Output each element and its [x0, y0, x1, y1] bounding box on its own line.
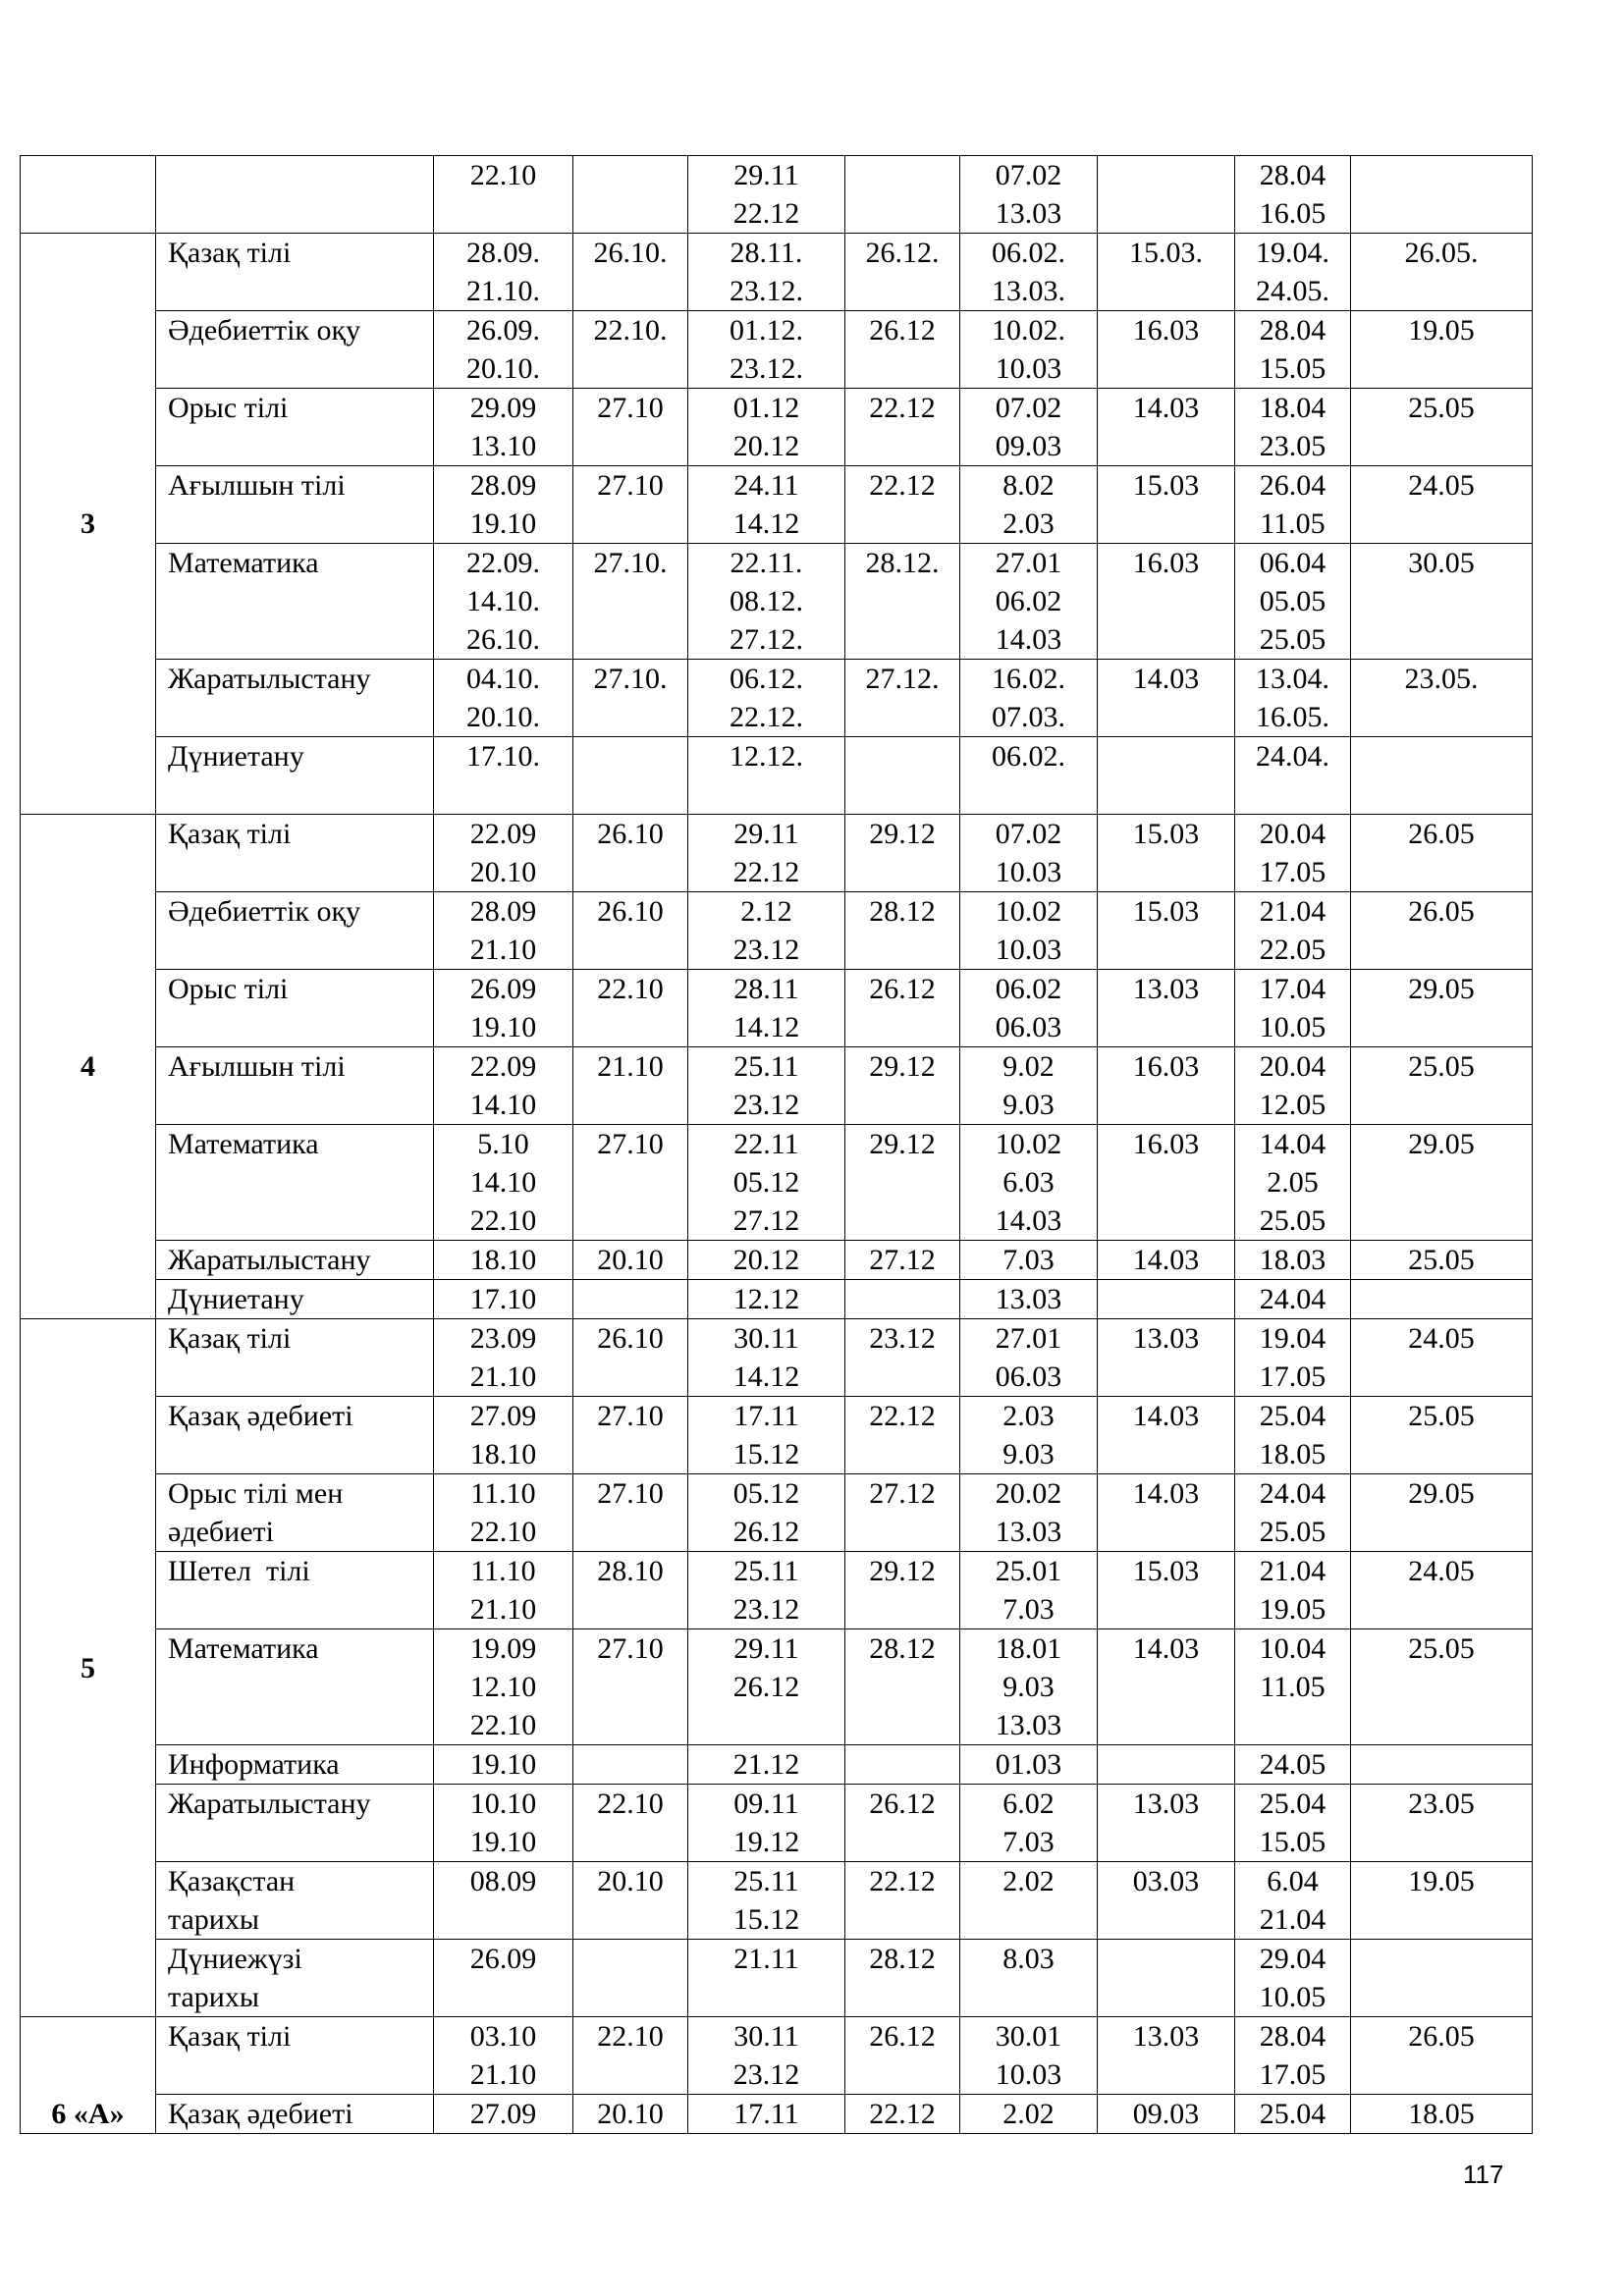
date-cell: 26.05 [1351, 815, 1533, 892]
date-cell: 06.02. [960, 737, 1098, 815]
date-cell: 28.11. 23.12. [688, 234, 845, 311]
date-cell: 27.10 [573, 1397, 688, 1474]
date-cell: 10.10 19.10 [434, 1785, 573, 1862]
date-cell: 07.02 13.03 [960, 156, 1098, 234]
date-cell: 27.01 06.02 14.03 [960, 544, 1098, 660]
date-cell [845, 1745, 960, 1785]
subject-cell: Орыс тілі [156, 970, 434, 1047]
date-cell: 06.04 05.05 25.05 [1235, 544, 1351, 660]
date-cell: 24.04 [1235, 1280, 1351, 1319]
date-cell: 27.10 [573, 1125, 688, 1241]
date-cell: 17.10 [434, 1280, 573, 1319]
date-cell [845, 737, 960, 815]
date-cell: 18.10 [434, 1241, 573, 1280]
date-cell: 29.12 [845, 1125, 960, 1241]
date-cell: 01.12. 23.12. [688, 311, 845, 389]
date-cell: 15.03 [1098, 815, 1235, 892]
date-cell: 04.10. 20.10. [434, 660, 573, 737]
date-cell: 07.02 09.03 [960, 389, 1098, 466]
date-cell: 22.10 [573, 2017, 688, 2095]
date-cell [1351, 156, 1533, 234]
date-cell: 22.09 20.10 [434, 815, 573, 892]
date-cell: 13.03 [960, 1280, 1098, 1319]
table-row [21, 1397, 1533, 1474]
date-cell: 21.10 [573, 1047, 688, 1125]
date-cell: 14.03 [1098, 660, 1235, 737]
date-cell: 25.04 18.05 [1235, 1397, 1351, 1474]
date-cell: 08.09 [434, 1862, 573, 1940]
table-row [21, 1629, 1533, 1745]
date-cell: 22.09. 14.10. 26.10. [434, 544, 573, 660]
date-cell: 27.10 [573, 1474, 688, 1552]
date-cell: 29.11 22.12 [688, 815, 845, 892]
table-row [21, 389, 1533, 466]
date-cell: 06.02. 13.03. [960, 234, 1098, 311]
date-cell: 29.12 [845, 1047, 960, 1125]
date-cell [573, 737, 688, 815]
date-cell: 20.04 12.05 [1235, 1047, 1351, 1125]
date-cell: 26.05. [1351, 234, 1533, 311]
date-cell: 01.03 [960, 1745, 1098, 1785]
date-cell: 27.12 [845, 1474, 960, 1552]
date-cell: 28.04 16.05 [1235, 156, 1351, 234]
date-cell: 05.12 26.12 [688, 1474, 845, 1552]
date-cell: 25.04 [1235, 2095, 1351, 2134]
date-cell: 14.03 [1098, 1397, 1235, 1474]
subject-cell: Ағылшын тілі [156, 466, 434, 544]
date-cell: 27.10 [573, 1629, 688, 1745]
date-cell [573, 156, 688, 234]
date-cell: 14.03 [1098, 1629, 1235, 1745]
date-cell: 30.01 10.03 [960, 2017, 1098, 2095]
date-cell: 29.05 [1351, 1474, 1533, 1552]
date-cell: 25.05 [1351, 1241, 1533, 1280]
subject-cell: Шетел тілі [156, 1552, 434, 1629]
table-row [21, 1785, 1533, 1862]
date-cell: 09.11 19.12 [688, 1785, 845, 1862]
subject-cell: Қазақстан тарихы [156, 1862, 434, 1940]
date-cell [845, 1280, 960, 1319]
date-cell: 25.11 15.12 [688, 1862, 845, 1940]
date-cell: 27.09 [434, 2095, 573, 2134]
date-cell: 27.10 [573, 389, 688, 466]
date-cell [1351, 1745, 1533, 1785]
date-cell: 26.04 11.05 [1235, 466, 1351, 544]
date-cell: 20.02 13.03 [960, 1474, 1098, 1552]
date-cell: 27.12. [845, 660, 960, 737]
date-cell: 15.03. [1098, 234, 1235, 311]
date-cell: 06.02 06.03 [960, 970, 1098, 1047]
date-cell: 22.09 14.10 [434, 1047, 573, 1125]
table-row [21, 1862, 1533, 1940]
date-cell: 23.09 21.10 [434, 1319, 573, 1397]
date-cell: 22.12 [845, 1397, 960, 1474]
date-cell: 06.12. 22.12. [688, 660, 845, 737]
date-cell: 26.09. 20.10. [434, 311, 573, 389]
grade-cell: 5 [21, 1319, 156, 2017]
date-cell: 13.03 [1098, 970, 1235, 1047]
page-number: 117 [1463, 2160, 1504, 2189]
subject-cell: Математика [156, 1125, 434, 1241]
date-cell: 12.12 [688, 1280, 845, 1319]
date-cell: 21.04 22.05 [1235, 892, 1351, 970]
date-cell: 07.02 10.03 [960, 815, 1098, 892]
date-cell: 13.03 [1098, 1785, 1235, 1862]
date-cell: 22.12 [845, 1862, 960, 1940]
date-cell [1098, 156, 1235, 234]
date-cell: 22.10 [573, 1785, 688, 1862]
subject-cell: Математика [156, 1629, 434, 1745]
date-cell: 8.02 2.03 [960, 466, 1098, 544]
date-cell: 28.09 21.10 [434, 892, 573, 970]
table-row [21, 1552, 1533, 1629]
date-cell: 19.10 [434, 1745, 573, 1785]
date-cell: 19.04 17.05 [1235, 1319, 1351, 1397]
date-cell: 20.10 [573, 1862, 688, 1940]
date-cell: 21.04 19.05 [1235, 1552, 1351, 1629]
date-cell: 03.03 [1098, 1862, 1235, 1940]
date-cell: 26.09 19.10 [434, 970, 573, 1047]
date-cell: 20.12 [688, 1241, 845, 1280]
subject-cell: Ағылшын тілі [156, 1047, 434, 1125]
date-cell: 2.02 [960, 1862, 1098, 1940]
subject-cell: Қазақ тілі [156, 1319, 434, 1397]
date-cell: 27.01 06.03 [960, 1319, 1098, 1397]
table-row [21, 815, 1533, 892]
subject-cell: Қазақ тілі [156, 234, 434, 311]
date-cell: 26.10 [573, 815, 688, 892]
date-cell: 29.11 26.12 [688, 1629, 845, 1745]
date-cell: 25.05 [1351, 1629, 1533, 1745]
date-cell: 28.10 [573, 1552, 688, 1629]
date-cell: 25.05 [1351, 1047, 1533, 1125]
date-cell: 21.11 [688, 1940, 845, 2017]
date-cell: 10.02 10.03 [960, 892, 1098, 970]
subject-cell: Информатика [156, 1745, 434, 1785]
table-row [21, 1047, 1533, 1125]
date-cell: 23.05 [1351, 1785, 1533, 1862]
date-cell: 26.10. [573, 234, 688, 311]
date-cell: 11.10 21.10 [434, 1552, 573, 1629]
date-cell: 26.10 [573, 1319, 688, 1397]
date-cell: 25.11 23.12 [688, 1047, 845, 1125]
grade-cell: 6 «А» [21, 2017, 156, 2134]
date-cell: 18.05 [1351, 2095, 1533, 2134]
date-cell: 15.03 [1098, 1552, 1235, 1629]
table-row [21, 1241, 1533, 1280]
subject-cell: Дүниетану [156, 737, 434, 815]
date-cell: 28.04 17.05 [1235, 2017, 1351, 2095]
date-cell: 2.02 [960, 2095, 1098, 2134]
subject-cell [156, 156, 434, 234]
date-cell: 26.12 [845, 2017, 960, 2095]
date-cell: 27.10. [573, 544, 688, 660]
date-cell: 8.03 [960, 1940, 1098, 2017]
date-cell: 25.01 7.03 [960, 1552, 1098, 1629]
date-cell: 13.04. 16.05. [1235, 660, 1351, 737]
grade-cell [21, 156, 156, 234]
date-cell: 17.11 [688, 2095, 845, 2134]
subject-cell: Дүниетану [156, 1280, 434, 1319]
subject-cell: Орыс тілі [156, 389, 434, 466]
date-cell: 29.04 10.05 [1235, 1940, 1351, 2017]
subject-cell: Қазақ әдебиеті [156, 1397, 434, 1474]
date-cell [1098, 1280, 1235, 1319]
date-cell: 29.09 13.10 [434, 389, 573, 466]
date-cell: 17.10. [434, 737, 573, 815]
date-cell: 24.04 25.05 [1235, 1474, 1351, 1552]
table-row [21, 970, 1533, 1047]
date-cell: 14.03 [1098, 1474, 1235, 1552]
date-cell: 10.02. 10.03 [960, 311, 1098, 389]
date-cell: 22.10 [573, 970, 688, 1047]
table-row [21, 737, 1533, 815]
date-cell: 28.04 15.05 [1235, 311, 1351, 389]
date-cell: 10.04 11.05 [1235, 1629, 1351, 1745]
date-cell: 12.12. [688, 737, 845, 815]
date-cell: 20.10 [573, 2095, 688, 2134]
date-cell [573, 1280, 688, 1319]
subject-cell: Жаратылыстану [156, 660, 434, 737]
date-cell: 24.05 [1351, 1319, 1533, 1397]
subject-cell: Дүниежүзі тарихы [156, 1940, 434, 2017]
date-cell [1351, 737, 1533, 815]
date-cell: 24.05 [1351, 466, 1533, 544]
table-row [21, 2017, 1533, 2095]
date-cell [1098, 1940, 1235, 2017]
date-cell: 30.11 23.12 [688, 2017, 845, 2095]
date-cell: 28.09. 21.10. [434, 234, 573, 311]
grade-cell: 4 [21, 815, 156, 1319]
date-cell [1098, 1745, 1235, 1785]
date-cell: 5.10 14.10 22.10 [434, 1125, 573, 1241]
date-cell: 26.12 [845, 970, 960, 1047]
date-cell: 19.04. 24.05. [1235, 234, 1351, 311]
subject-cell: Жаратылыстану [156, 1241, 434, 1280]
table-row [21, 2095, 1533, 2134]
date-cell: 25.04 15.05 [1235, 1785, 1351, 1862]
date-cell: 14.04 2.05 25.05 [1235, 1125, 1351, 1241]
date-cell: 26.05 [1351, 892, 1533, 970]
date-cell: 15.03 [1098, 892, 1235, 970]
date-cell: 25.05 [1351, 389, 1533, 466]
date-cell: 23.12 [845, 1319, 960, 1397]
date-cell: 26.12 [845, 1785, 960, 1862]
schedule-table [20, 155, 1533, 2134]
date-cell: 16.03 [1098, 544, 1235, 660]
date-cell: 19.05 [1351, 1862, 1533, 1940]
date-cell: 16.03 [1098, 1125, 1235, 1241]
date-cell: 22.11. 08.12. 27.12. [688, 544, 845, 660]
date-cell [1351, 1280, 1533, 1319]
date-cell: 19.09 12.10 22.10 [434, 1629, 573, 1745]
date-cell: 25.05 [1351, 1397, 1533, 1474]
date-cell: 18.03 [1235, 1241, 1351, 1280]
date-cell: 24.11 14.12 [688, 466, 845, 544]
date-cell: 16.03 [1098, 1047, 1235, 1125]
date-cell: 22.12 [845, 466, 960, 544]
date-cell: 28.12. [845, 544, 960, 660]
subject-cell: Қазақ әдебиеті [156, 2095, 434, 2134]
date-cell: 25.11 23.12 [688, 1552, 845, 1629]
date-cell: 26.05 [1351, 2017, 1533, 2095]
date-cell: 27.12 [845, 1241, 960, 1280]
date-cell: 22.12 [845, 2095, 960, 2134]
date-cell: 13.03 [1098, 1319, 1235, 1397]
date-cell: 2.12 23.12 [688, 892, 845, 970]
table-row [21, 660, 1533, 737]
subject-cell: Әдебиеттік оқу [156, 892, 434, 970]
date-cell: 22.12 [845, 389, 960, 466]
date-cell: 29.11 22.12 [688, 156, 845, 234]
date-cell: 15.03 [1098, 466, 1235, 544]
date-cell: 19.05 [1351, 311, 1533, 389]
date-cell: 28.12 [845, 892, 960, 970]
date-cell: 14.03 [1098, 389, 1235, 466]
date-cell: 6.02 7.03 [960, 1785, 1098, 1862]
date-cell: 29.05 [1351, 970, 1533, 1047]
table-row [21, 466, 1533, 544]
date-cell: 27.09 18.10 [434, 1397, 573, 1474]
date-cell: 03.10 21.10 [434, 2017, 573, 2095]
table-row [21, 1125, 1533, 1241]
date-cell: 26.12. [845, 234, 960, 311]
date-cell: 6.04 21.04 [1235, 1862, 1351, 1940]
date-cell [1351, 1940, 1533, 2017]
date-cell: 17.04 10.05 [1235, 970, 1351, 1047]
date-cell: 24.05 [1235, 1745, 1351, 1785]
date-cell: 11.10 22.10 [434, 1474, 573, 1552]
date-cell: 16.03 [1098, 311, 1235, 389]
table-row [21, 892, 1533, 970]
table-row [21, 1280, 1533, 1319]
date-cell [573, 1745, 688, 1785]
subject-cell: Қазақ тілі [156, 815, 434, 892]
date-cell [1098, 737, 1235, 815]
date-cell: 30.05 [1351, 544, 1533, 660]
date-cell: 28.12 [845, 1629, 960, 1745]
date-cell: 20.04 17.05 [1235, 815, 1351, 892]
date-cell: 10.02 6.03 14.03 [960, 1125, 1098, 1241]
table-body [21, 156, 1533, 2134]
date-cell: 20.10 [573, 1241, 688, 1280]
date-cell: 29.05 [1351, 1125, 1533, 1241]
date-cell: 28.11 14.12 [688, 970, 845, 1047]
date-cell: 29.12 [845, 815, 960, 892]
table-row [21, 1319, 1533, 1397]
date-cell: 09.03 [1098, 2095, 1235, 2134]
date-cell: 18.01 9.03 13.03 [960, 1629, 1098, 1745]
date-cell: 22.10 [434, 156, 573, 234]
subject-cell: Орыс тілі мен әдебиеті [156, 1474, 434, 1552]
date-cell: 30.11 14.12 [688, 1319, 845, 1397]
date-cell [845, 156, 960, 234]
date-cell: 24.05 [1351, 1552, 1533, 1629]
date-cell: 7.03 [960, 1241, 1098, 1280]
table-row [21, 234, 1533, 311]
subject-cell: Математика [156, 544, 434, 660]
grade-cell: 3 [21, 234, 156, 815]
date-cell: 13.03 [1098, 2017, 1235, 2095]
date-cell: 16.02. 07.03. [960, 660, 1098, 737]
date-cell: 26.09 [434, 1940, 573, 2017]
date-cell: 28.12 [845, 1940, 960, 2017]
date-cell: 18.04 23.05 [1235, 389, 1351, 466]
date-cell: 22.11 05.12 27.12 [688, 1125, 845, 1241]
date-cell: 27.10. [573, 660, 688, 737]
date-cell: 22.10. [573, 311, 688, 389]
date-cell: 14.03 [1098, 1241, 1235, 1280]
table-row [21, 1940, 1533, 2017]
date-cell: 01.12 20.12 [688, 389, 845, 466]
date-cell: 23.05. [1351, 660, 1533, 737]
date-cell: 9.02 9.03 [960, 1047, 1098, 1125]
date-cell [573, 1940, 688, 2017]
date-cell: 26.10 [573, 892, 688, 970]
date-cell: 2.03 9.03 [960, 1397, 1098, 1474]
date-cell: 21.12 [688, 1745, 845, 1785]
table-row [21, 311, 1533, 389]
table-row [21, 1745, 1533, 1785]
date-cell: 24.04. [1235, 737, 1351, 815]
date-cell: 17.11 15.12 [688, 1397, 845, 1474]
date-cell: 28.09 19.10 [434, 466, 573, 544]
table-row [21, 544, 1533, 660]
subject-cell: Әдебиеттік оқу [156, 311, 434, 389]
subject-cell: Жаратылыстану [156, 1785, 434, 1862]
table-row [21, 156, 1533, 234]
table-row [21, 1474, 1533, 1552]
subject-cell: Қазақ тілі [156, 2017, 434, 2095]
date-cell: 26.12 [845, 311, 960, 389]
date-cell: 27.10 [573, 466, 688, 544]
date-cell: 29.12 [845, 1552, 960, 1629]
